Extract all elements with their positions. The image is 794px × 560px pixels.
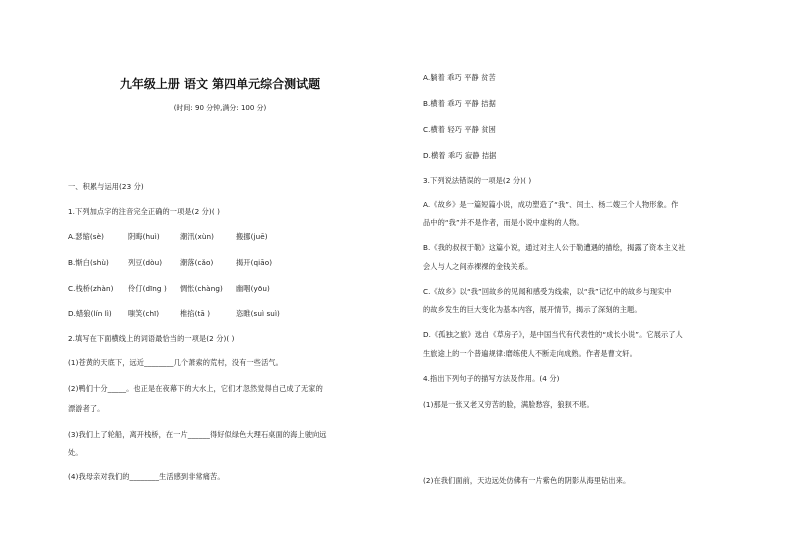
option-c-word-1: C.栈桥(zhàn) <box>68 284 114 293</box>
option-a-word-1: A.瑟缩(sè) <box>68 232 105 241</box>
option-d-word-2: 嗤笑(chī) <box>128 309 160 318</box>
exam-title: 九年级上册 语文 第四单元综合测试题 <box>119 77 321 91</box>
question-4-stem: 4.指出下列句子的描写方法及作用。(4 分) <box>423 374 560 383</box>
question-2-stem: 2.填写在下面横线上的词语最恰当的一项是(2 分)( ) <box>68 334 235 343</box>
question-3-option-b-cont: 会人与人之间赤裸裸的金钱关系。 <box>423 262 533 271</box>
question-1-option-c <box>68 284 270 293</box>
option-a-word-3: 潮汛(xùn) <box>180 232 215 241</box>
question-2-sentence-3: (3)我们上了轮船，离开栈桥，在一片______得好似绿色大理石桌面的海上驶向远 <box>68 430 327 439</box>
option-c-word-2: 伶仃(dīng ) <box>128 284 167 293</box>
q2-option-c: C.横着 轻巧 平静 贫困 <box>423 125 496 134</box>
question-3-option-d-cont: 生旅途上的一个普遍规律:磨练使人不断走向成熟。作者是曹文轩。 <box>423 349 637 358</box>
exam-subtitle: (时间: 90 分钟,满分: 100 分) <box>173 104 267 112</box>
question-3-option-d: D.《孤独之旅》选自《草房子》，是中国当代有代表性的“成长小说”。它展示了人 <box>423 330 683 339</box>
question-3-stem: 3.下列说法错误的一项是(2 分)( ) <box>423 176 532 185</box>
q2-option-a: A.躺着 乖巧 平静 贫苦 <box>423 73 496 82</box>
question-1-option-a <box>68 232 268 241</box>
option-b-word-2: 列豆(dòu) <box>128 258 163 267</box>
question-1-option-d <box>68 309 280 318</box>
option-d-word-4: 恣睢(suì suì) <box>236 309 280 318</box>
option-a-word-4: 搬挪(juē) <box>236 232 268 241</box>
question-2-sentence-2: (2)鸭们十分_____。也正是在夜幕下的大水上，它们才忽然觉得自己成了无家的 <box>68 384 323 393</box>
q2-option-d: D.横着 乖巧 寂静 拮据 <box>423 151 497 160</box>
question-2-sentence-1: (1)苍黄的天底下，远近________几个萧索的荒村，没有一些活气。 <box>68 358 283 367</box>
question-3-option-a-cont: 品中的“我”并不是作者，而是小说中虚构的人物。 <box>423 218 584 227</box>
question-1-option-b <box>68 258 272 267</box>
option-b-word-4: 揭开(qiāo) <box>236 258 273 267</box>
option-c-word-4: 幽咽(yōu) <box>236 284 270 293</box>
question-3-option-c: C.《故乡》以“我”回故乡的见闻和感受为线索，以“我”记忆中的故乡与现实中 <box>423 287 672 296</box>
option-d-word-3: 椎掐(tā ) <box>180 309 211 318</box>
question-3-option-a: A.《故乡》是一篇短篇小说，成功塑造了“我”、闰土、杨二嫂三个人物形象。作 <box>423 200 679 209</box>
option-c-word-3: 惆怅(chàng) <box>180 284 223 293</box>
question-1-stem: 1.下列加点字的注音完全正确的一项是(2 分)( ) <box>68 207 221 216</box>
question-2-sentence-3-cont: 处。 <box>68 448 83 457</box>
q2-option-b: B.横着 乖巧 平静 拮据 <box>423 99 496 108</box>
section-heading: 一、积累与运用(23 分) <box>68 182 144 191</box>
question-4-sentence-2: (2)在我们面前，天边远处仿佛有一片紫色的阴影从海里钻出来。 <box>423 476 631 485</box>
question-3-option-c-cont: 的故乡发生的巨大变化为基本内容，展开情节，揭示了深刻的主题。 <box>423 305 642 314</box>
option-d-word-1: D.蜡狼(lín lì) <box>68 309 112 318</box>
question-4-sentence-1: (1)那是一张又老又穷苦的脸，满脸愁容，狼狈不堪。 <box>423 400 594 409</box>
option-b-word-3: 潮落(cǎo) <box>180 258 214 267</box>
question-3-option-b: B.《我的叔叔于勒》这篇小说，通过对主人公于勒遭遇的描绘，揭露了资本主义社 <box>423 243 686 252</box>
option-a-word-2: 阴晦(huì) <box>128 232 160 241</box>
question-2-sentence-4: (4)我母亲对我们的________生活感到非常痛苦。 <box>68 472 225 481</box>
option-b-word-1: B.惭白(shù) <box>68 258 109 267</box>
question-2-sentence-2-cont: 漂游者了。 <box>68 404 105 413</box>
